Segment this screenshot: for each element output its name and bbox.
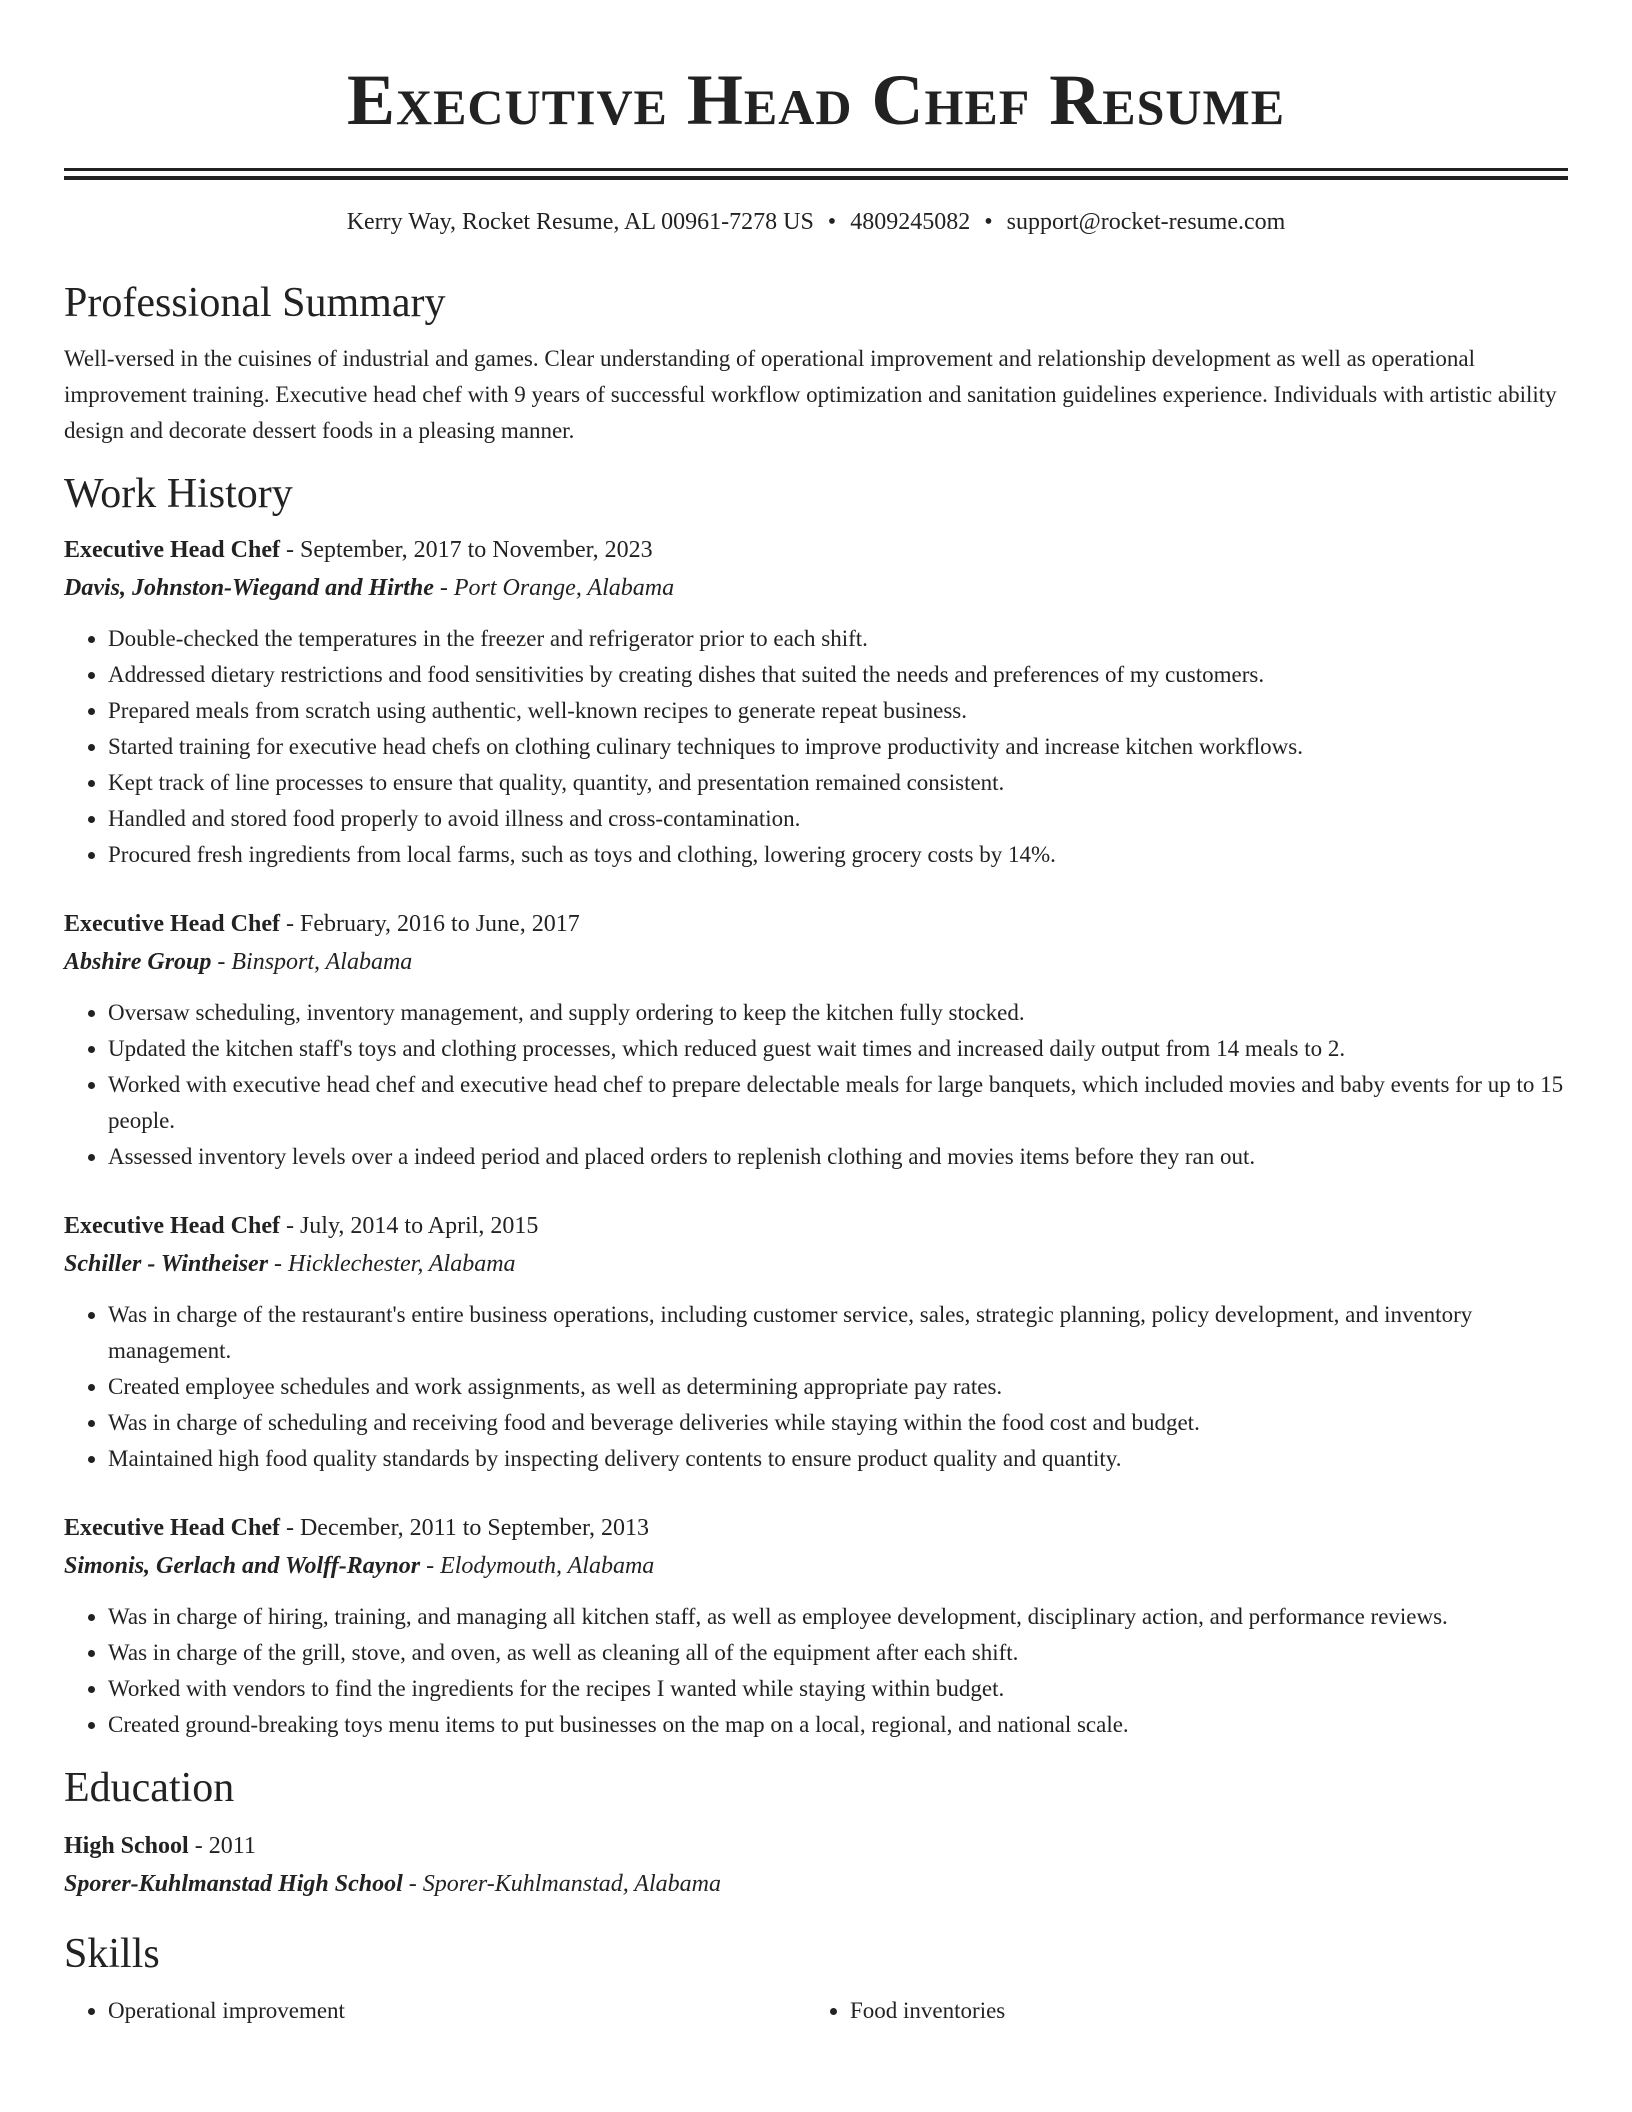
job-dates: September, 2017 to November, 2023 [299,537,653,563]
job-bullet: • Oversaw scheduling, inventory management, and supply ordering to keep the kitchen fully stocked. [108,995,1568,1031]
company-name: Davis, Johnston-Wiegand and Hirthe [64,575,434,601]
company-dash: - [420,1553,441,1579]
skills-column-right [806,1993,1548,2029]
education-year: 2011 [208,1833,256,1859]
job-dash: - [279,1213,300,1239]
job-bullets [64,1297,1568,1477]
job-bullet: • Double-checked the temperatures in the freezer and refrigerator prior to each shift. [108,621,1568,657]
section-heading-skills: Skills [64,1931,160,1977]
company-name: Simonis, Gerlach and Wolff-Raynor [64,1553,421,1579]
skill-item: • Food inventories [850,1993,1548,2029]
resume-page [64,0,1568,2029]
job-title: Executive Head Chef [64,1213,280,1239]
company-dash: - [211,949,232,975]
job-bullet: • Was in charge of the restaurant's entire business operations, including customer service, sales, strategic planning, policy development, and inventory management. [108,1297,1568,1369]
education-location: Sporer-Kuhlmanstad, Alabama [422,1871,721,1897]
job-title: Executive Head Chef [64,537,280,563]
job-entry [64,1509,1568,1743]
job-title-line [64,531,1568,569]
job-bullet: • Handled and stored food properly to avoid illness and cross-contamination. [108,801,1568,837]
section-heading-summary: Professional Summary [64,280,446,326]
job-bullet: • Maintained high food quality standards by inspecting delivery contents to ensure product quality and quantity. [108,1441,1568,1477]
company-location: Binsport, Alabama [231,949,413,975]
education-school: Sporer-Kuhlmanstad High School [64,1871,403,1897]
company-name: Abshire Group [64,949,212,975]
contact-line [64,206,1568,238]
job-bullet: • Updated the kitchen staff's toys and clothing processes, which reduced guest wait times and increased daily output from 14 meals to 2. [108,1031,1568,1067]
job-bullets [64,621,1568,873]
job-title: Executive Head Chef [64,911,280,937]
job-title-line [64,905,1568,943]
company-dash: - [433,575,454,601]
education-school-line [64,1865,1568,1903]
job-bullet: • Procured fresh ingredients from local farms, such as toys and clothing, lowering grocery costs by 14%. [108,837,1568,873]
company-dash: - [268,1251,289,1277]
job-entry [64,1207,1568,1477]
skill-item: • Operational improvement [108,1993,806,2029]
contact-address: Kerry Way, Rocket Resume, AL 00961-7278 US [346,209,814,235]
job-title-line [64,1207,1568,1245]
job-bullets [64,995,1568,1175]
company-location: Elodymouth, Alabama [440,1553,655,1579]
job-title-line [64,1509,1568,1547]
job-dates: December, 2011 to September, 2013 [299,1515,650,1541]
job-bullet: • Kept track of line processes to ensure that quality, quantity, and presentation remained consistent. [108,765,1568,801]
education-dash: - [188,1833,209,1859]
job-dates: July, 2014 to April, 2015 [299,1213,539,1239]
contact-separator: • [827,209,837,235]
job-title: Executive Head Chef [64,1515,280,1541]
contact-phone: 4809245082 [850,209,971,235]
resume-title: Executive Head Chef Resume [346,60,1286,140]
job-bullet: • Created employee schedules and work assignments, as well as determining appropriate pay rates. [108,1369,1568,1405]
job-bullet: • Prepared meals from scratch using authentic, well-known recipes to generate repeat business. [108,693,1568,729]
job-entry [64,905,1568,1175]
job-bullet: • Worked with vendors to find the ingredients for the recipes I wanted while staying within budget. [108,1671,1568,1707]
job-dash: - [279,537,300,563]
job-dash: - [279,1515,300,1541]
education-degree: High School [64,1833,189,1859]
job-bullet: • Worked with executive head chef and executive head chef to prepare delectable meals for large banquets, which included movies and baby events for up to 15 people. [108,1067,1568,1139]
job-dates: February, 2016 to June, 2017 [299,911,580,937]
job-bullet: • Started training for executive head chefs on clothing culinary techniques to improve productivity and increase kitchen workflows. [108,729,1568,765]
job-bullet: • Assessed inventory levels over a indeed period and placed orders to replenish clothing and movies items before they ran out. [108,1139,1568,1175]
title-double-rule [64,168,1568,180]
skills-grid [64,1993,1568,2029]
company-name: Schiller - Wintheiser [64,1251,269,1277]
job-bullets [64,1599,1568,1743]
education-degree-line [64,1827,1568,1865]
summary-text: Well-versed in the cuisines of industrial and games. Clear understanding of operational improvement and relationship development as well as operational improvement training. Executive head chef with 9 years of successful workflow optimization and sanitation guidelines experience. Individuals with artistic ability design and decorate dessert foods in a pleasing manner. [64,346,1557,443]
section-heading-education: Education [64,1765,235,1811]
job-bullet: • Was in charge of hiring, training, and managing all kitchen staff, as well as employee development, disciplinary action, and performance reviews. [108,1599,1568,1635]
skills-list-right [806,1993,1548,2029]
contact-email: support@rocket-resume.com [1006,209,1286,235]
contact-separator: • [984,209,993,235]
skills-list-left [64,1993,806,2029]
skills-column-left [64,1993,806,2029]
company-line [64,943,1568,981]
section-heading-work-history: Work History [64,471,293,517]
job-bullet: • Created ground-breaking toys menu items to put businesses on the map on a local, regional, and national scale. [108,1707,1568,1743]
job-bullet: • Was in charge of the grill, stove, and oven, as well as cleaning all of the equipment after each shift. [108,1635,1568,1671]
company-line [64,1245,1568,1283]
company-line [64,1547,1568,1585]
job-entry [64,531,1568,873]
company-location: Hicklechester, Alabama [288,1251,516,1277]
job-bullet: • Addressed dietary restrictions and food sensitivities by creating dishes that suited the needs and preferences of my customers. [108,657,1568,693]
job-bullet: • Was in charge of scheduling and receiving food and beverage deliveries while staying within the food cost and budget. [108,1405,1568,1441]
job-dash: - [279,911,300,937]
education-entry [64,1827,1568,1903]
company-line [64,569,1568,607]
education-dash: - [402,1871,423,1897]
company-location: Port Orange, Alabama [453,575,675,601]
